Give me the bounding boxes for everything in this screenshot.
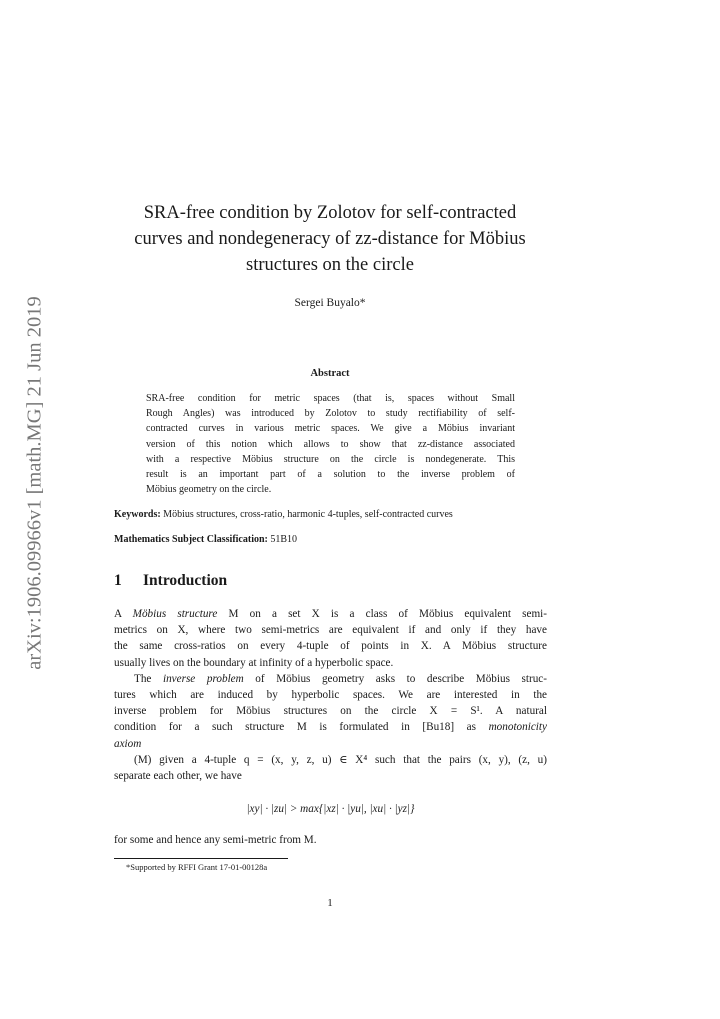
body-line: The inverse problem of Möbius geometry asks to describe Möbius struc- xyxy=(134,672,547,685)
body-line: A Möbius structure M on a set X is a class of Möbius equivalent semi- xyxy=(114,608,547,620)
keywords-text: Möbius structures, cross-ratio, harmonic 4-tuples, self-contracted curves xyxy=(163,509,453,520)
body-line: usually lives on the boundary at infinity of a hyperbolic space. xyxy=(114,656,394,669)
abstract-text xyxy=(146,391,515,497)
page-number: 1 xyxy=(327,897,333,909)
keywords xyxy=(114,509,564,520)
body-line: condition for a such structure M is formulated in [Bu18] as monotonicity xyxy=(114,721,547,734)
title-line: SRA-free condition by Zolotov for self-contracted xyxy=(143,203,517,223)
abstract-line: Rough Angles) was introduced by Zolotov to study rectifiability of self- xyxy=(146,408,515,420)
author: Sergei Buyalo* xyxy=(294,297,366,309)
emphasis: axiom xyxy=(114,737,142,750)
body-text xyxy=(114,606,547,784)
title-line: structures on the circle xyxy=(246,255,414,275)
section-title: Introduction xyxy=(143,572,228,589)
abstract-line: contracted curves in various metric spaces. We give a Möbius invariant xyxy=(146,423,515,435)
body-line: (M) given a 4-tuple q = (x, y, z, u) ∈ X⁴ such that the pairs (x, y), (z, u) xyxy=(134,753,547,766)
section-number: 1 xyxy=(114,572,122,589)
body-line: separate each other, we have xyxy=(114,770,242,783)
body-line: for some and hence any semi-metric from M. xyxy=(114,834,317,846)
body-line: the same cross-ratios on every 4-tuple of points in X. A Möbius structure xyxy=(114,640,547,653)
emphasis: inverse problem xyxy=(162,672,244,685)
body-line xyxy=(114,736,547,752)
title-line: curves and nondegeneracy of zz-distance for Möbius xyxy=(134,229,526,249)
section-heading xyxy=(114,572,227,590)
keywords-label: Keywords: xyxy=(114,509,161,520)
paper-title xyxy=(100,200,560,278)
abstract-line: Möbius geometry on the circle. xyxy=(146,484,272,496)
footnote: *Supported by RFFI Grant 17-01-00128a xyxy=(126,862,268,872)
msc-classification xyxy=(114,534,564,545)
emphasis: monotonicity xyxy=(488,721,547,734)
display-formula: |xy| · |zu| > max{|xz| · |yu|, |xu| · |yz|} xyxy=(246,803,415,815)
abstract-line: with a respective Möbius structure on the circle is nondegenerate. This xyxy=(146,453,515,465)
body-line: metrics on X, where two semi-metrics are equivalent if and only if they have xyxy=(114,624,547,637)
emphasis: Möbius structure xyxy=(132,608,218,620)
footnote-divider xyxy=(114,858,288,859)
abstract-line: version of this notion which allows to show that zz-distance associated xyxy=(146,438,515,450)
body-line: inverse problem for Möbius structures on the circle X = S¹. A natural xyxy=(114,705,547,718)
msc-text: 51B10 xyxy=(270,534,298,545)
body-line: tures which are induced by hyperbolic spaces. We are interested in the xyxy=(114,689,547,702)
abstract-line: SRA-free condition for metric spaces (that is, spaces without Small xyxy=(146,393,515,404)
msc-label: Mathematics Subject Classification: xyxy=(114,534,268,545)
abstract-heading: Abstract xyxy=(310,368,350,379)
arxiv-stamp: arXiv:1906.09966v1 [math.MG] 21 Jun 2019 xyxy=(23,296,46,670)
abstract-line: result is an important part of a solution to the inverse problem of xyxy=(146,469,515,481)
